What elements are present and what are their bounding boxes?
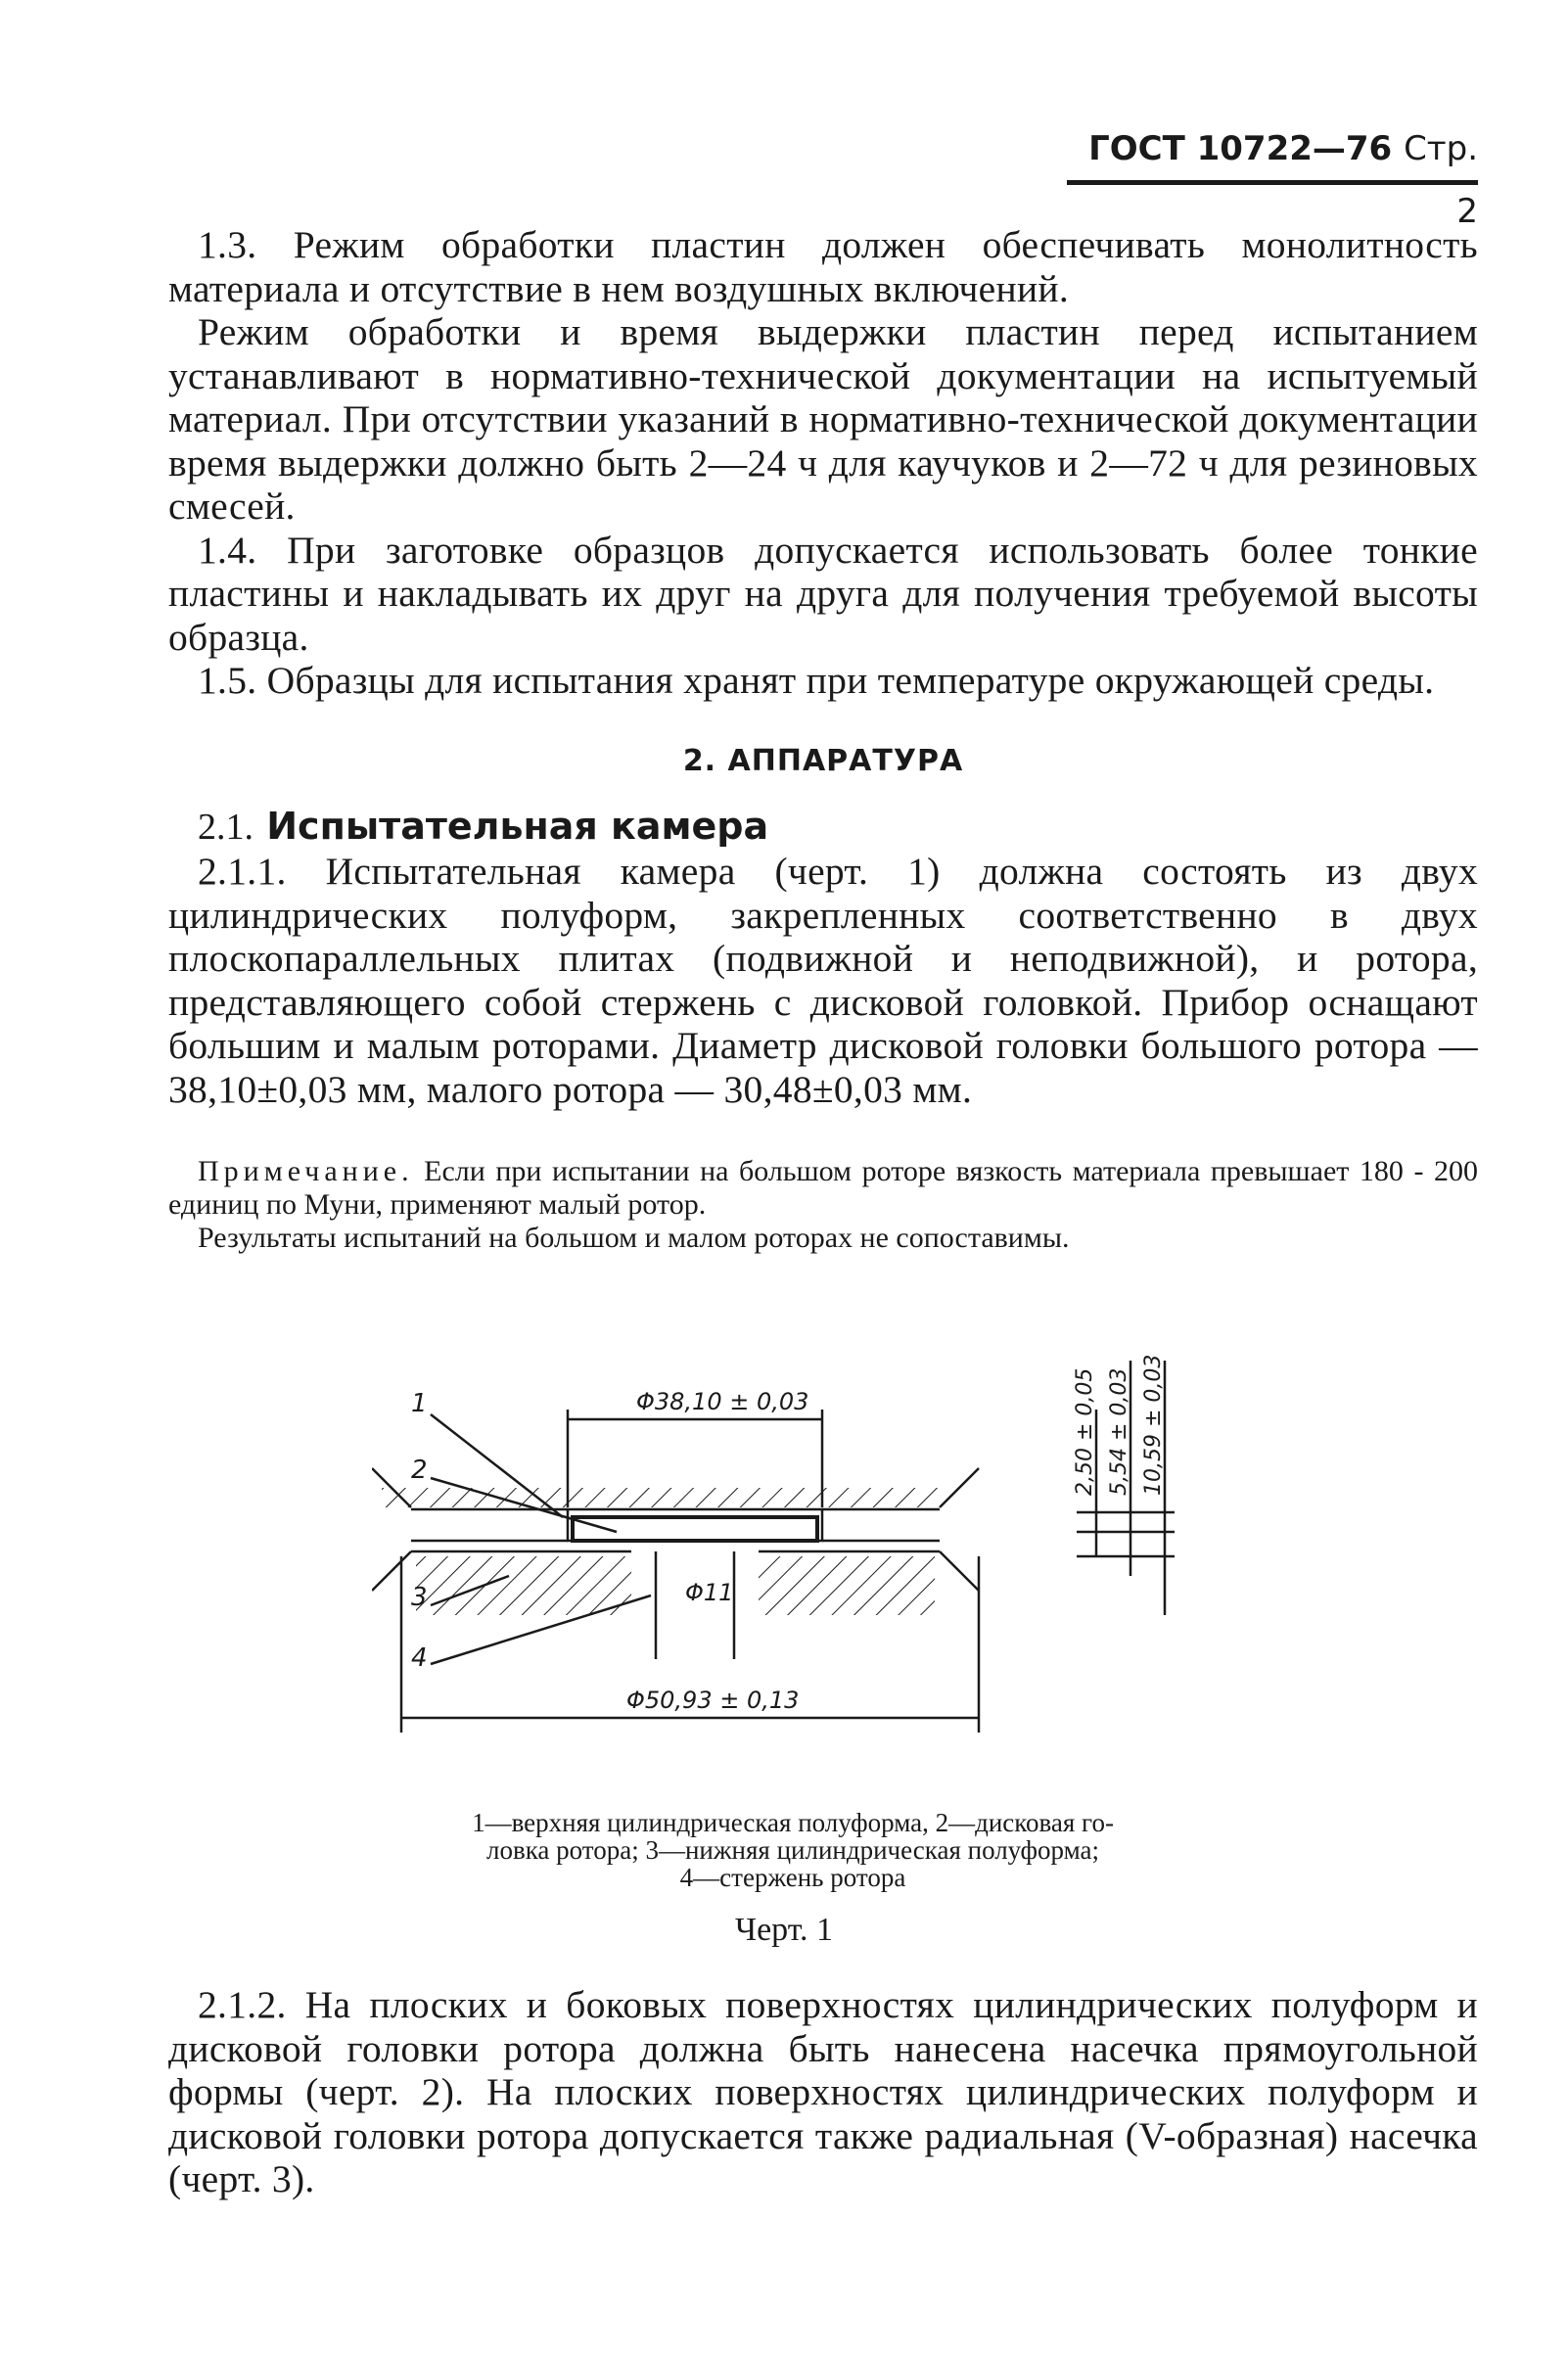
dim-vertical-1: 2,50 ± 0,05	[1073, 1367, 1097, 1496]
dim-disk-diameter: Φ38,10 ± 0,03	[636, 1388, 809, 1415]
paragraph-2-1-1: 2.1.1. Испытательная камера (черт. 1) должна состоять из двух цилиндрических полуформ, закрепленных соответственно в двух плоскопараллельных плитах (подвижной и неподвижной), и ротора, представляющего собой стержень с дисковой головкой. Прибор оснащают большим и малым роторами. Диаметр дисковой головки большого ротора — 38,10±0,03 мм, малого ротора — 30,48±0,03 мм.	[168, 850, 1478, 1111]
doc-id: ГОСТ 10722—76	[1088, 129, 1393, 168]
caption-line-3: 4—стержень ротора	[679, 1863, 906, 1892]
disk-cavity	[568, 1509, 822, 1541]
figure-caption	[392, 1809, 1194, 1891]
paragraph-1-5: 1.5. Образцы для испытания хранят при температуре окружающей среды.	[198, 659, 1435, 702]
lower-half-form-hatch-right	[759, 1556, 935, 1615]
paragraph-2-1-2: 2.1.2. На плоских и боковых поверхностях цилиндрических полуформ и дисковой головки ротора должна быть нанесена насечка прямоугольной формы (черт. 2). На плоских поверхностях цилиндрических полуформ и дисковой головки ротора допускается также радиальная (V-образная) насечка (черт. 3).	[168, 1983, 1478, 2200]
caption-line-1: 1—верхняя цилиндрическая полуформа, 2—дисковая го-	[472, 1808, 1114, 1837]
page-number: Стр. 2	[1404, 129, 1478, 231]
note-text: Если при испытании на большом роторе вязкость материала превышает 180 - 200 единиц по Муни, применяют малый ротор.	[168, 1155, 1478, 1221]
bottom-text-block	[168, 1983, 1478, 2201]
figure-title: Черт. 1	[734, 1912, 834, 1948]
lower-right-bevel	[940, 1551, 979, 1591]
rotor-chamber-drawing	[372, 1321, 1214, 1781]
subsection-name: Испытательная камера	[266, 805, 769, 848]
note-block	[168, 1155, 1478, 1255]
caption-line-2: ловка ротора; 3—нижняя цилиндрическая полуформа;	[486, 1835, 1099, 1865]
paragraph-1-4: 1.4. При заготовке образцов допускается использовать более тонкие пластины и накладывать их друг на друга для получения требуемой высоты образца.	[168, 528, 1478, 659]
note-label: Примечание.	[198, 1155, 414, 1187]
label-4: 4	[411, 1643, 428, 1673]
subsection-number: 2.1.	[198, 807, 254, 848]
lower-half-form-hatch-left	[416, 1556, 631, 1615]
dim-shaft-diameter: Φ11	[685, 1579, 734, 1606]
label-2: 2	[411, 1456, 428, 1485]
upper-half-form-hatch	[382, 1488, 949, 1507]
page-header	[1067, 117, 1478, 231]
figure-1	[372, 1321, 1214, 1781]
paragraph-1-3-cont: Режим обработки и время выдержки пластин перед испытанием устанавливают в нормативно-технической документации на испытуемый материал. При отсутствии указаний в нормативно-технической документации время выдержки должно быть 2—24 ч для каучуков и 2—72 ч для резиновых смесей.	[168, 310, 1478, 528]
lower-left-bevel	[372, 1551, 411, 1591]
note-paragraph	[168, 1155, 1478, 1222]
section-text-block	[168, 850, 1478, 1111]
dim-vertical-3: 10,59 ± 0,03	[1141, 1354, 1166, 1496]
label-1: 1	[411, 1389, 428, 1418]
dim-outer-diameter: Φ50,93 ± 0,13	[626, 1687, 800, 1714]
top-text-block	[168, 223, 1478, 703]
paragraph-1-3: 1.3. Режим обработки пластин должен обеспечивать монолитность материала и отсутствие в нем воздушных включений.	[168, 223, 1478, 310]
note-paragraph-2: Результаты испытаний на большом и малом роторах не сопоставимы.	[198, 1222, 1070, 1254]
label-3: 3	[411, 1583, 428, 1612]
subsection-title	[198, 805, 768, 849]
dim-vertical-2: 5,54 ± 0,03	[1107, 1367, 1131, 1496]
section-title: 2. АППАРАТУРА	[682, 744, 964, 778]
